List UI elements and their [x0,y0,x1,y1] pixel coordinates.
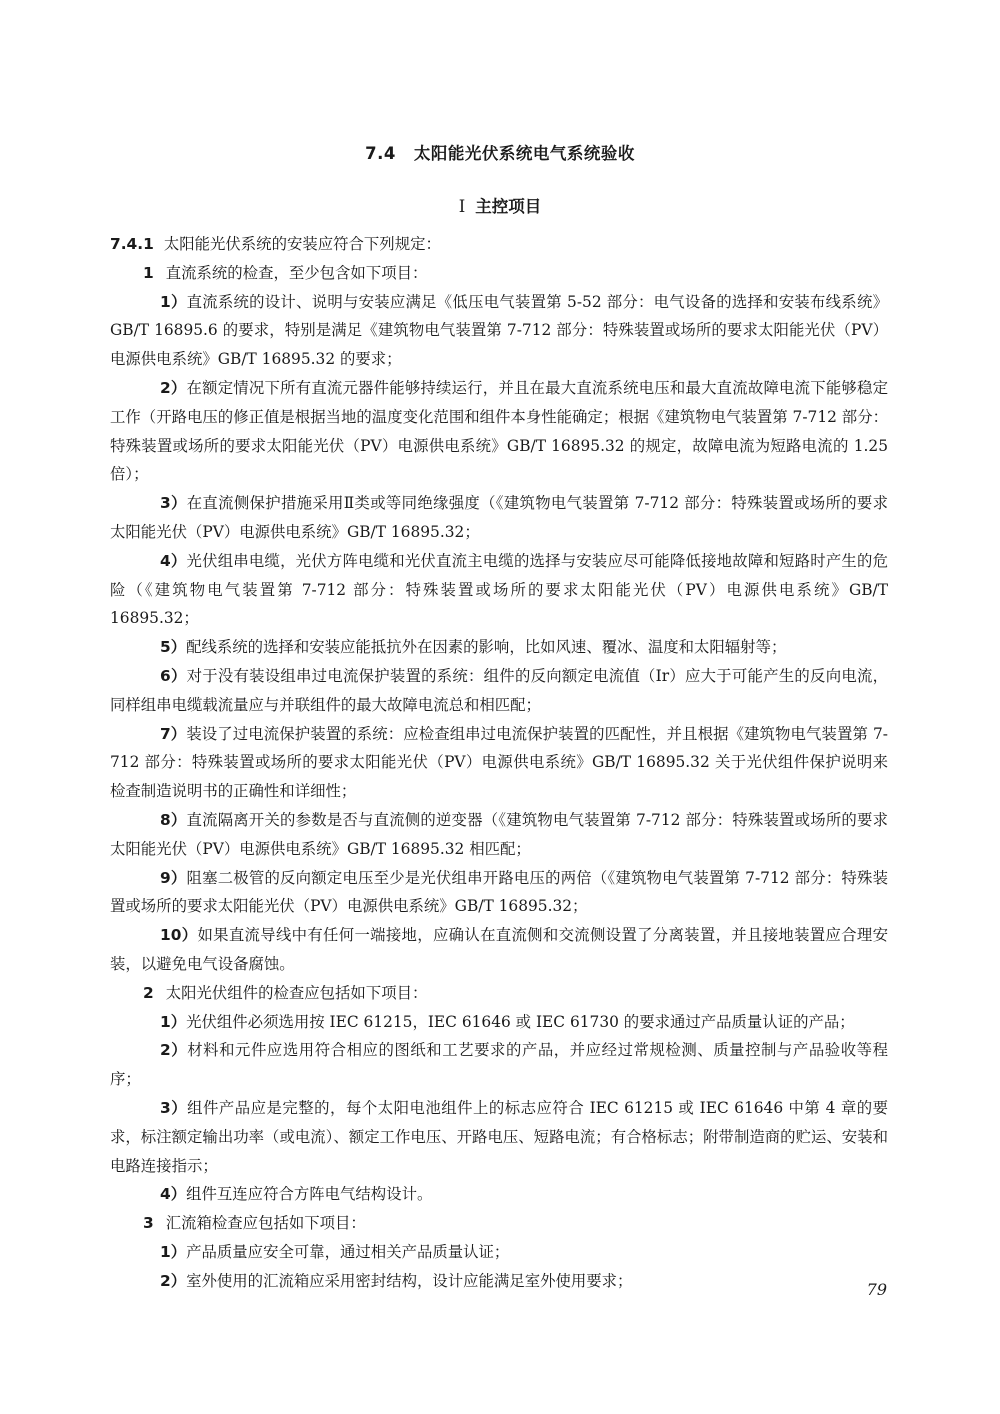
sub-item-number: 4） [160,1185,187,1204]
sub-item-text: 直流隔离开关的参数是否与直流侧的逆变器（《建筑物电气装置第 7-712 部分：特殊装置或场所的要求太阳能光伏（PV）电源供电系统》GB/T 16895.32 相匹配； [110,810,888,858]
item-text: 太阳光伏组件的检查应包括如下项目： [165,983,428,1002]
sub-item-text: 组件产品应是完整的，每个太阳电池组件上的标志应符合 IEC 61215 或 IEC 61646 中第 4 章的要求，标注额定输出功率（或电流）、额定工作电压、开路电压、短路电流；有合格标志；附带制造商的贮运、安装和电路连接指示； [110,1098,888,1175]
sub-item [110,1267,888,1296]
clause-text: 太阳能光伏系统的安装应符合下列规定： [163,235,441,253]
sub-item-text: 配线系统的选择和安装应能抵抗外在因素的影响，比如风速、覆冰、温度和太阳辐射等； [186,638,787,657]
sub-item [110,806,888,864]
item-number: 2 [143,983,154,1002]
sub-item [110,1238,888,1267]
list-item [110,979,888,1008]
sub-item-text: 光伏组串电缆，光伏方阵电缆和光伏直流主电缆的选择与安装应尽可能降低接地故障和短路时产生的危险（《建筑物电气装置第 7-712 部分：特殊装置或场所的要求太阳能光伏（PV）电源供电系统》GB/T 16895.32； [110,551,888,628]
sub-item-text: 室外使用的汇流箱应采用密封结构，设计应能满足室外使用要求； [186,1271,633,1290]
sub-item [110,720,888,806]
section-number: 7.4 [365,144,396,163]
sub-item-text: 装设了过电流保护装置的系统：应检查组串过电流保护装置的匹配性，并且根据《建筑物电气装置第 7-712 部分：特殊装置或场所的要求太阳能光伏（PV）电源供电系统》GB/T 16895.32 关于光伏组件保护说明来检查制造说明书的正确性和详细性； [110,724,888,801]
sub-item [110,489,888,547]
sub-item-number: 2） [160,1271,187,1290]
body-text [110,230,888,1295]
sub-item [110,374,888,489]
sub-item [110,288,888,374]
sub-item-number: 2） [160,378,187,397]
sub-item [110,864,888,922]
sub-item-text: 组件互连应符合方阵电气结构设计。 [186,1185,433,1204]
clause [110,230,888,259]
sub-item-text: 材料和元件应选用符合相应的图纸和工艺要求的产品，并应经过常规检测、质量控制与产品验收等程序； [110,1041,888,1089]
sub-item [110,1180,888,1209]
sub-item-number: 1） [160,1012,187,1031]
sub-item-text: 产品质量应安全可靠，通过相关产品质量认证； [186,1242,510,1261]
section-title: 太阳能光伏系统电气系统验收 [413,144,635,163]
sub-item-text: 在直流侧保护措施采用Ⅱ类或等同绝缘强度（《建筑物电气装置第 7-712 部分：特殊装置或场所的要求太阳能光伏（PV）电源供电系统》GB/T 16895.32； [110,494,888,541]
sub-item [110,1036,888,1094]
sub-item [110,1008,888,1037]
item-text: 直流系统的检查，至少包含如下项目： [165,263,428,282]
sub-item [110,547,888,633]
item-text: 汇流箱检查应包括如下项目： [165,1214,366,1233]
sub-item-number: 3） [160,1098,188,1117]
list-item [110,259,888,288]
section-heading [0,140,1000,164]
sub-item-number: 7） [160,724,187,743]
subsection-heading [0,193,1000,217]
sub-item-text: 对于没有装设组串过电流保护装置的系统：组件的反向额定电流值（Ir）应大于可能产生的反向电流，同样组串电缆载流量应与并联组件的最大故障电流总和相匹配； [110,666,888,714]
sub-item-number: 8） [160,810,187,829]
sub-item [110,662,888,720]
sub-item-text: 阻塞二极管的反向额定电压至少是光伏组串开路电压的两倍（《建筑物电气装置第 7-712 部分：特殊装置或场所的要求太阳能光伏（PV）电源供电系统》GB/T 16895.32； [110,868,888,916]
sub-item-number: 1） [160,1242,187,1261]
page-number: 79 [866,1280,887,1299]
sub-item-number: 2） [160,1041,188,1060]
sub-item-text: 在额定情况下所有直流元器件能够持续运行，并且在最大直流系统电压和最大直流故障电流下能够稳定工作（开路电压的修正值是根据当地的温度变化范围和组件本身性能确定；根据《建筑物电气装置第 7-712 部分：特殊装置或场所的要求太阳能光伏（PV）电源供电系统》GB/T 16895.32 的规定，故障电流为短路电流的 1.25 倍）； [110,378,888,484]
list-item [110,1209,888,1238]
sub-item [110,1094,888,1180]
subsection-roman: Ⅰ [458,197,466,216]
sub-item-text: 直流系统的设计、说明与安装应满足《低压电气装置第 5-52 部分：电气设备的选择和安装布线系统》GB/T 16895.6 的要求，特别是满足《建筑物电气装置第 7-712 部分：特殊装置或场所的要求太阳能光伏（PV）电源供电系统》GB/T 16895.32 的要求； [110,292,888,369]
sub-item [110,633,888,662]
sub-item-text: 如果直流导线中有任何一端接地，应确认在直流侧和交流侧设置了分离装置，并且接地装置应合理安装，以避免电气设备腐蚀。 [110,926,888,973]
sub-item-number: 9） [160,868,187,887]
subsection-title: 主控项目 [475,197,542,216]
item-number: 1 [143,263,154,282]
sub-item-number: 5） [160,638,187,657]
clause-number: 7.4.1 [110,235,154,253]
sub-item-number: 1） [160,292,187,311]
sub-item-number: 4） [160,551,187,570]
sub-item [110,921,888,979]
sub-item-number: 6） [160,666,187,685]
sub-item-number: 3） [160,494,187,513]
item-number: 3 [143,1214,154,1233]
sub-item-text: 光伏组件必须选用按 IEC 61215，IEC 61646 或 IEC 61730 的要求通过产品质量认证的产品； [186,1012,855,1031]
sub-item-number: 10） [160,926,198,945]
